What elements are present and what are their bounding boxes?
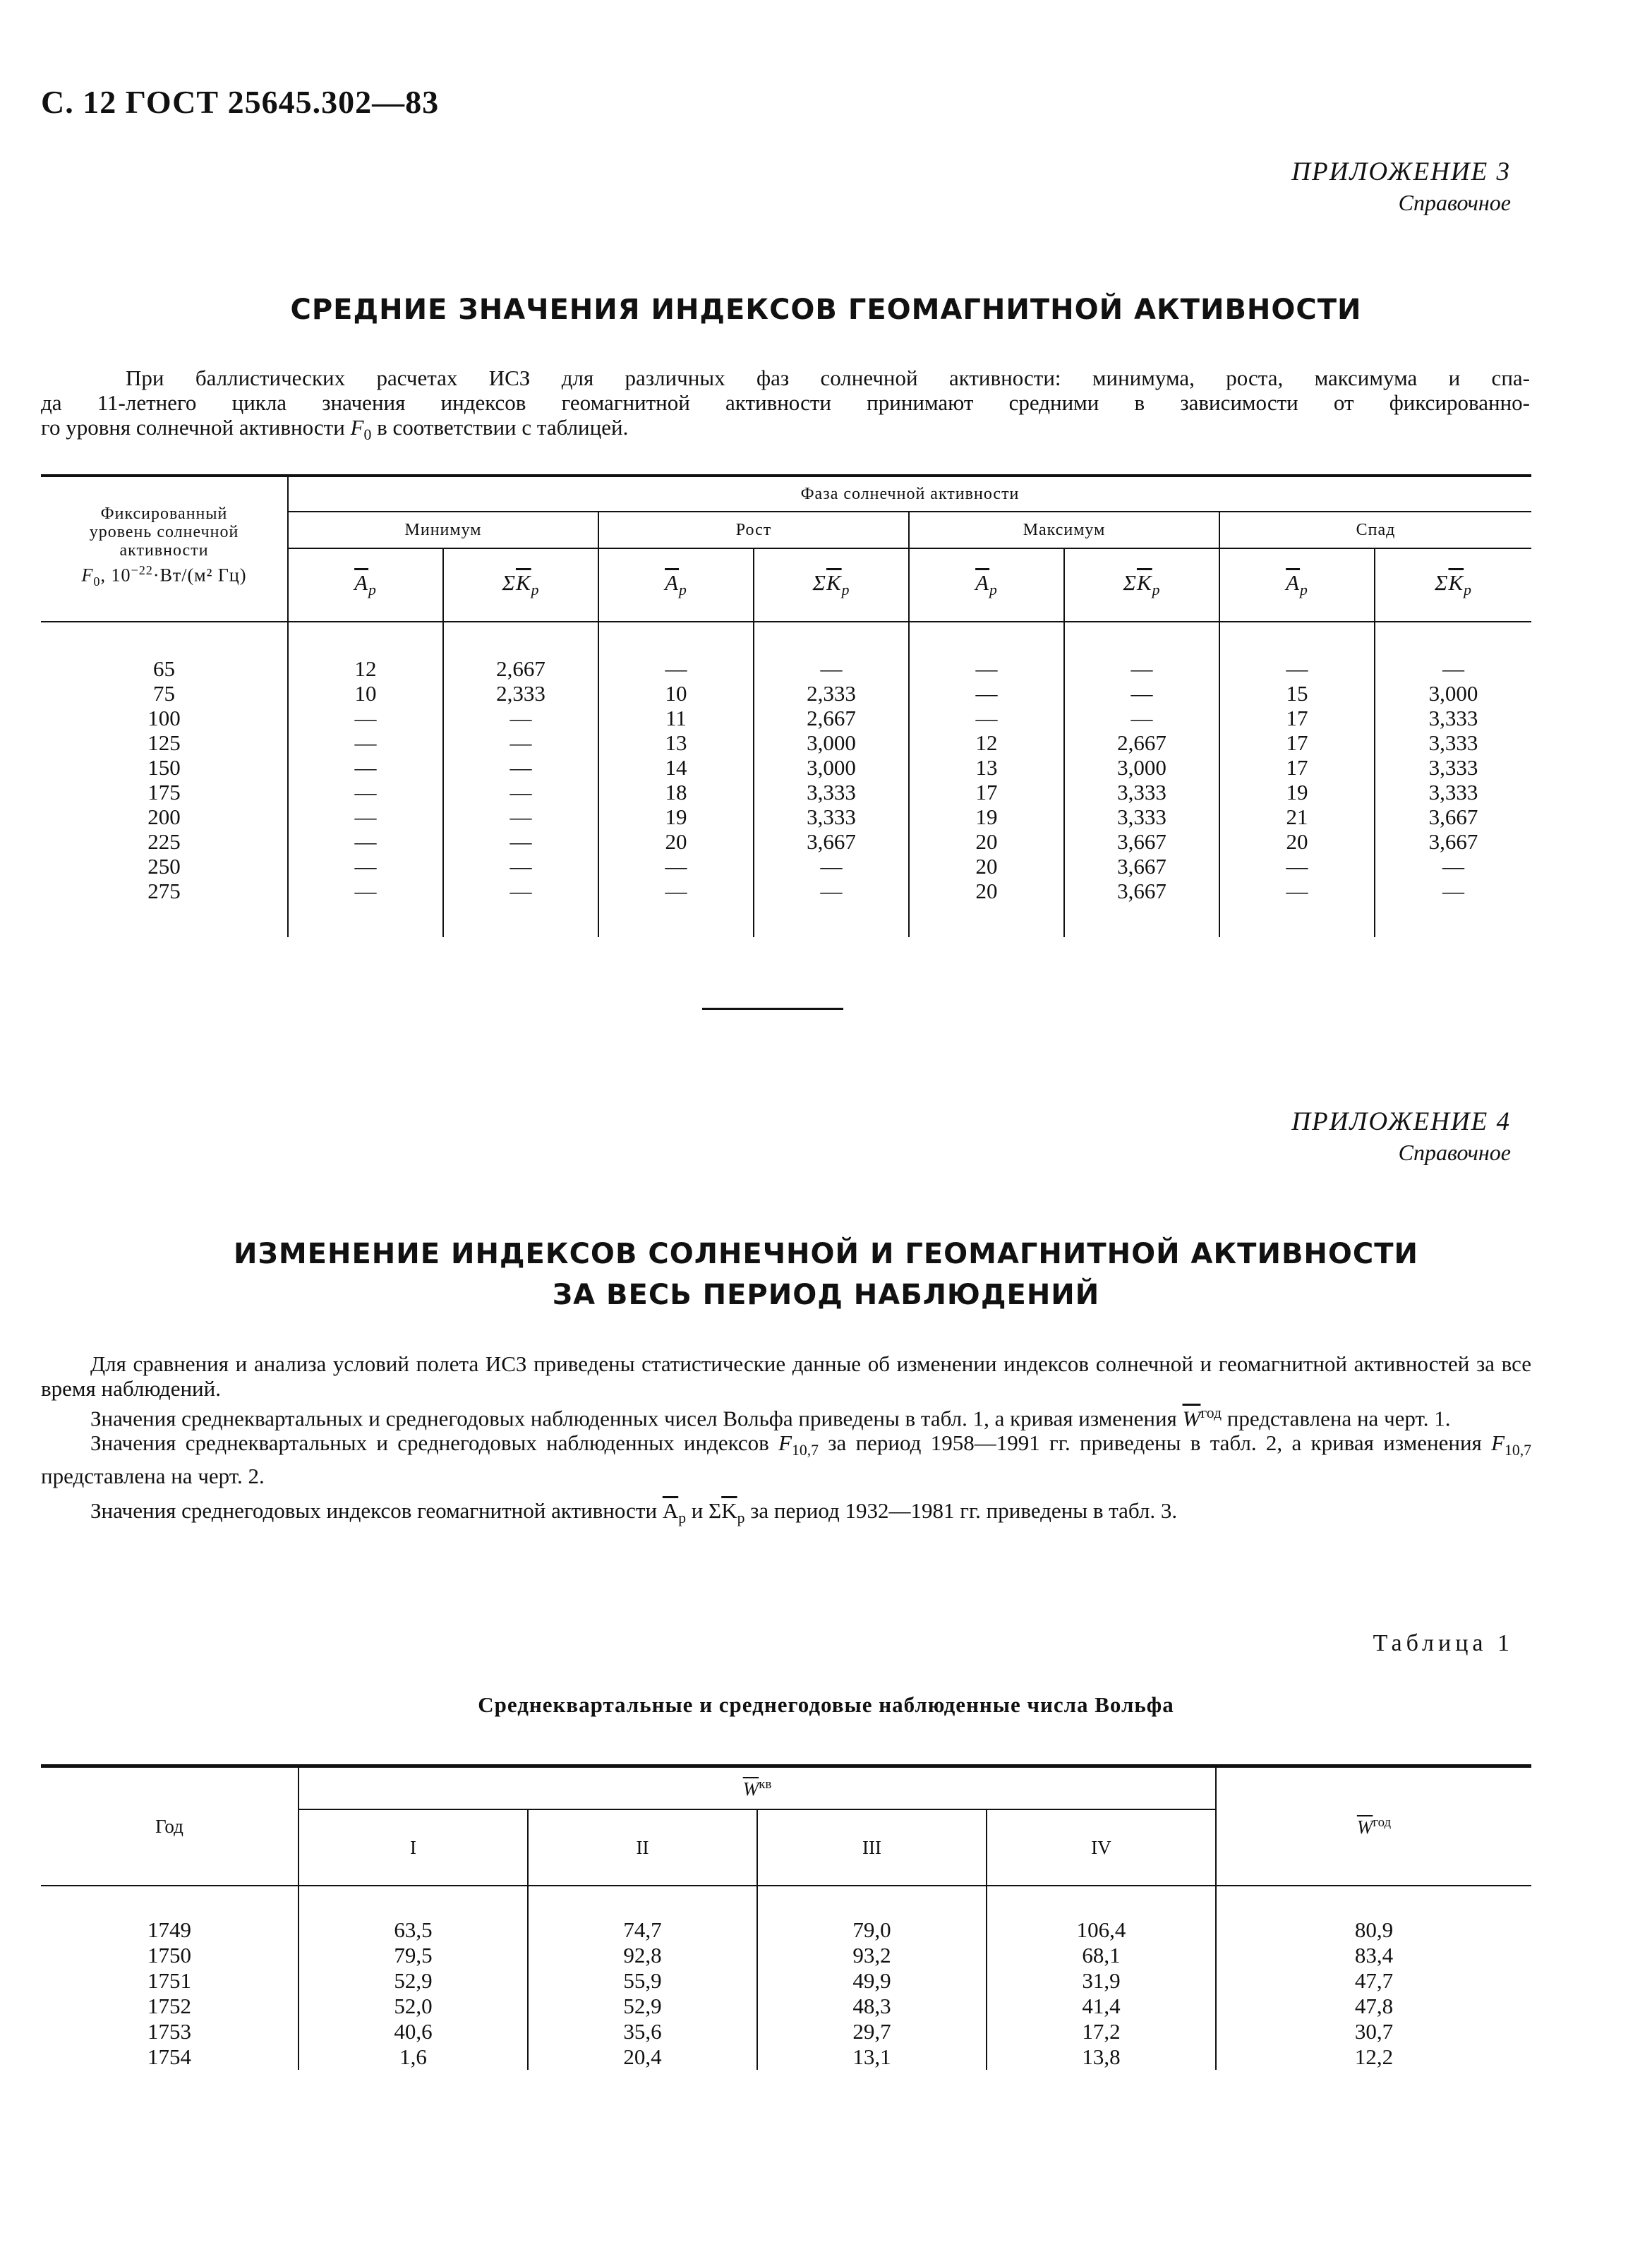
decline-ap-header (1219, 548, 1375, 622)
ap-cell: — (909, 681, 1064, 706)
kp-cell: 3,333 (754, 804, 909, 829)
kp-cell: — (443, 706, 598, 730)
appendix4-title: ПРИЛОЖЕНИЕ 4 (1291, 1107, 1511, 1136)
kp-cell: 2,333 (754, 681, 909, 706)
appendix4-para2 (41, 1401, 1531, 1430)
ap-cell: 15 (1219, 681, 1375, 706)
kp-cell: 3,333 (1375, 730, 1531, 755)
f107-subscript: 10,7 (1505, 1442, 1531, 1459)
table-row (41, 656, 1531, 681)
table-row (41, 829, 1531, 854)
quarter-1-cell: 79,5 (299, 1943, 528, 1968)
ap-cell: 18 (598, 780, 754, 804)
maximum-ap-header (909, 548, 1064, 622)
ap-cell: 10 (598, 681, 754, 706)
kp-symbol: $\overline{K}$ (1136, 570, 1152, 596)
kp-cell: 2,667 (443, 656, 598, 681)
quarter-4-cell: 68,1 (987, 1943, 1216, 1968)
appendix3-label (1291, 157, 1511, 216)
annual-cell: 83,4 (1216, 1943, 1531, 1968)
table-row-padding (41, 903, 1531, 937)
phase-decline-header: Спад (1219, 512, 1531, 548)
ap-cell: — (288, 730, 443, 755)
fixed-level-cell: 225 (147, 829, 181, 854)
year-cell: 1754 (147, 2044, 191, 2069)
kp-cell: — (443, 780, 598, 804)
para4-text: Значения среднегодовых индексов геомагнитной активности (90, 1497, 663, 1523)
table-row (41, 1943, 1531, 1968)
appendix4-para3 (41, 1430, 1531, 1488)
kp-cell: — (443, 804, 598, 829)
appendix3-para-line2: да 11-летнего цикла значения индексов геомагнитной активности принимают средними в зависимости от фиксированно- (41, 390, 1530, 415)
annual-cell: 12,2 (1216, 2044, 1531, 2070)
fixed-level-cell: 75 (153, 681, 175, 706)
quarter-4-cell: 106,4 (987, 1917, 1216, 1943)
quarter-2-cell: 52,9 (528, 1994, 757, 2019)
annual-cell: 80,9 (1216, 1917, 1531, 1943)
ap-cell: 20 (598, 829, 754, 854)
kp-cell: — (1064, 656, 1219, 681)
ap-cell: 13 (909, 755, 1064, 780)
table-row (41, 804, 1531, 829)
table-row (41, 2019, 1531, 2044)
kp-cell: 3,333 (1375, 706, 1531, 730)
wolf-numbers-table (41, 1764, 1531, 2070)
quarter-1-cell: 63,5 (299, 1917, 528, 1943)
quarter-1-cell: 40,6 (299, 2019, 528, 2044)
para3-end: представлена на черт. 2. (41, 1463, 265, 1488)
ap-cell: — (288, 706, 443, 730)
ap-cell: — (288, 829, 443, 854)
kp-cell: — (443, 829, 598, 854)
f107-subscript: 10,7 (792, 1442, 819, 1459)
ap-cell: 20 (909, 829, 1064, 854)
ap-cell: — (1219, 879, 1375, 903)
para3-mid: за период 1958—1991 гг. приведены в табл. 2, а кривая изменения (818, 1430, 1492, 1456)
kp-cell: 3,000 (754, 730, 909, 755)
fixed-level-header (41, 476, 288, 622)
year-header: Год (41, 1766, 299, 1886)
para4-end: за период 1932—1981 гг. приведены в табл. 3. (744, 1497, 1178, 1523)
year-cell: 1750 (147, 1943, 191, 1967)
ap-symbol: $\overline{A}$ (354, 570, 369, 596)
quarter-2-cell: 92,8 (528, 1943, 757, 1968)
quarter-1-cell: 52,0 (299, 1994, 528, 2019)
table-row (41, 1917, 1531, 1943)
quarter-3-cell: 79,0 (757, 1917, 987, 1943)
kp-cell: 3,333 (1375, 780, 1531, 804)
unit-f-symbol: F (81, 565, 94, 586)
table-row (41, 879, 1531, 903)
appendix4-subtitle: Справочное (1398, 1140, 1511, 1165)
kp-cell: 3,667 (1375, 804, 1531, 829)
kp-subscript: p (841, 581, 850, 599)
quarter-3-cell: 48,3 (757, 1994, 987, 2019)
quarter-3-header: III (757, 1809, 987, 1886)
fixed-level-cell: 150 (147, 755, 181, 780)
ap-cell: 13 (598, 730, 754, 755)
appendix3-subtitle: Справочное (1398, 190, 1511, 215)
year-cell: 1753 (147, 2019, 191, 2044)
appendix3-para-line3-text: го уровня солнечной активности (41, 415, 351, 440)
para4-and: и (686, 1497, 709, 1523)
quarter-3-cell: 13,1 (757, 2044, 987, 2070)
ap-subscript: p (678, 1509, 687, 1526)
ap-cell: — (909, 706, 1064, 730)
quarter-3-cell: 29,7 (757, 2019, 987, 2044)
kp-cell: — (754, 854, 909, 879)
f0-symbol: F (350, 415, 364, 440)
kp-cell: 3,000 (1064, 755, 1219, 780)
kp-subscript: p (1152, 581, 1161, 599)
ap-cell: 17 (1219, 755, 1375, 780)
appendix3-paragraph (41, 366, 1530, 447)
ap-cell: — (909, 656, 1064, 681)
fixed-level-cell: 65 (153, 656, 175, 681)
phase-group-header: Фаза солнечной активности (288, 476, 1531, 512)
ap-cell: — (598, 879, 754, 903)
kp-cell: — (1375, 879, 1531, 903)
table-caption: Среднеквартальные и среднегодовые наблюденные числа Вольфа (478, 1692, 1174, 1717)
table-row (41, 854, 1531, 879)
kp-cell: — (443, 854, 598, 879)
kp-cell: 3,333 (1375, 755, 1531, 780)
table-row (41, 730, 1531, 755)
ap-cell: — (288, 854, 443, 879)
kp-cell: — (754, 879, 909, 903)
kp-sigma: Σ (1435, 570, 1449, 596)
kp-cell: 3,333 (754, 780, 909, 804)
ap-cell: 17 (1219, 730, 1375, 755)
ap-subscript: p (1300, 581, 1308, 599)
quarter-4-header: IV (987, 1809, 1216, 1886)
appendix3-title: ПРИЛОЖЕНИЕ 3 (1291, 157, 1511, 186)
ap-cell: 19 (598, 804, 754, 829)
kp-cell: 3,000 (1375, 681, 1531, 706)
appendix4-para4 (41, 1498, 1531, 1531)
fixed-level-cell: 100 (147, 706, 181, 730)
quarter-3-cell: 93,2 (757, 1943, 987, 1968)
maximum-kp-header (1064, 548, 1219, 622)
para2-text: Значения среднеквартальных и среднегодовых наблюденных чисел Вольфа приведены в табл. 1, а кривая изменения (90, 1406, 1183, 1431)
para3-text: Значения среднеквартальных и среднегодовых наблюденных индексов (90, 1430, 779, 1456)
fixed-level-cell: 275 (147, 879, 181, 903)
kp-cell: — (1064, 706, 1219, 730)
quarter-4-cell: 31,9 (987, 1968, 1216, 1994)
fixed-level-header-line3: активности (119, 541, 209, 560)
ap-cell: — (288, 780, 443, 804)
appendix3-heading: СРЕДНИЕ ЗНАЧЕНИЯ ИНДЕКСОВ ГЕОМАГНИТНОЙ АКТИВНОСТИ (290, 294, 1362, 326)
quarter-4-cell: 41,4 (987, 1994, 1216, 2019)
ap-cell: — (288, 755, 443, 780)
kp-cell: 3,667 (1064, 829, 1219, 854)
fixed-level-header-line1: Фиксированный (100, 504, 228, 523)
w-superscript: год (1373, 1814, 1392, 1830)
kp-cell: 3,667 (1064, 879, 1219, 903)
kp-cell: — (443, 755, 598, 780)
appendix3-para-line3-end: в соответствии с таблицей. (371, 415, 629, 440)
appendix3-para-line3 (41, 415, 1530, 447)
ap-cell: 20 (909, 854, 1064, 879)
unit-power-base: , 10 (100, 565, 131, 586)
kp-cell: 3,333 (1064, 804, 1219, 829)
phase-growth-header: Рост (598, 512, 909, 548)
appendix4-heading-line2: ЗА ВЕСЬ ПЕРИОД НАБЛЮДЕНИЙ (552, 1279, 1100, 1311)
minimum-kp-header (443, 548, 598, 622)
year-cell: 1751 (147, 1968, 191, 1993)
w-symbol: $\overline{W}$ (1182, 1406, 1201, 1431)
kp-cell: 3,333 (1064, 780, 1219, 804)
ap-subscript: p (368, 581, 377, 599)
page-header: С. 12 ГОСТ 25645.302—83 (41, 84, 440, 120)
ap-cell: — (598, 656, 754, 681)
annual-header (1216, 1766, 1531, 1886)
kp-cell: 3,667 (1064, 854, 1219, 879)
ap-cell: 20 (1219, 829, 1375, 854)
f0-subscript: 0 (363, 426, 372, 444)
kp-cell: — (1064, 681, 1219, 706)
fixed-level-header-line2: уровень солнечной (89, 522, 239, 541)
para2-end: представлена на черт. 1. (1222, 1406, 1451, 1431)
table-row (41, 780, 1531, 804)
ap-cell: 11 (598, 706, 754, 730)
kp-symbol: $\overline{K}$ (826, 570, 842, 596)
ap-cell: — (598, 854, 754, 879)
ap-cell: — (1219, 854, 1375, 879)
kp-cell: 3,667 (754, 829, 909, 854)
ap-cell: 14 (598, 755, 754, 780)
phase-maximum-header: Максимум (909, 512, 1219, 548)
fixed-level-cell: 175 (147, 780, 181, 804)
appendix4-para1: Для сравнения и анализа условий полета ИСЗ приведены статистические данные об изменении индексов солнечной и геомагнитной активностей за все время наблюдений. (41, 1351, 1531, 1401)
kp-cell: — (1375, 656, 1531, 681)
kp-cell: 2,667 (1064, 730, 1219, 755)
quarter-2-cell: 55,9 (528, 1968, 757, 1994)
fixed-level-cell: 250 (147, 854, 181, 879)
ap-subscript: p (989, 581, 998, 599)
kp-subscript: p (1464, 581, 1472, 599)
section-separator (702, 1008, 843, 1010)
f107-symbol: F (778, 1430, 792, 1456)
table-row (41, 681, 1531, 706)
fixed-level-cell: 200 (147, 804, 181, 829)
unit-suffix: ·Вт/(м² Гц) (152, 565, 247, 586)
kp-sigma: Σ (709, 1497, 722, 1523)
kp-subscript: p (531, 581, 540, 599)
kp-subscript: p (737, 1509, 745, 1526)
kp-cell: 2,333 (443, 681, 598, 706)
ap-symbol: $\overline{A}$ (665, 570, 680, 596)
quarter-4-cell: 17,2 (987, 2019, 1216, 2044)
ap-cell: 17 (909, 780, 1064, 804)
ap-cell: — (288, 804, 443, 829)
table-row (41, 755, 1531, 780)
fixed-level-unit (42, 561, 287, 591)
growth-ap-header (598, 548, 754, 622)
quarter-4-cell: 13,8 (987, 2044, 1216, 2070)
quarter-2-header: II (528, 1809, 757, 1886)
appendix4-heading-line1: ИЗМЕНЕНИЕ ИНДЕКСОВ СОЛНЕЧНОЙ И ГЕОМАГНИТНОЙ АКТИВНОСТИ (233, 1238, 1419, 1270)
ap-cell: 12 (288, 656, 443, 681)
f107-symbol: F (1491, 1430, 1505, 1456)
ap-cell: 12 (909, 730, 1064, 755)
unit-power-exponent: −22 (131, 562, 153, 577)
ap-cell: 19 (1219, 780, 1375, 804)
w-symbol: $\overline{W}$ (1356, 1816, 1373, 1838)
annual-cell: 47,7 (1216, 1968, 1531, 1994)
annual-cell: 47,8 (1216, 1994, 1531, 2019)
w-superscript: кв (759, 1776, 772, 1792)
kp-sigma: Σ (812, 570, 826, 596)
quarter-3-cell: 49,9 (757, 1968, 987, 1994)
appendix3-para-line1: При баллистических расчетах ИСЗ для различных фаз солнечной активности: минимума, роста, максимума и спа- (126, 366, 1530, 390)
kp-cell: — (754, 656, 909, 681)
ap-cell: 10 (288, 681, 443, 706)
minimum-ap-header (288, 548, 443, 622)
annual-cell: 30,7 (1216, 2019, 1531, 2044)
kp-cell: — (1375, 854, 1531, 879)
ap-cell: 17 (1219, 706, 1375, 730)
quarter-1-cell: 1,6 (299, 2044, 528, 2070)
ap-symbol: $\overline{A}$ (662, 1497, 679, 1523)
ap-symbol: $\overline{A}$ (1286, 570, 1301, 596)
growth-kp-header (754, 548, 909, 622)
quarter-2-cell: 74,7 (528, 1917, 757, 1943)
kp-cell: 3,667 (1375, 829, 1531, 854)
w-superscript: год (1200, 1404, 1222, 1421)
kp-sigma: Σ (1123, 570, 1137, 596)
table-row (41, 706, 1531, 730)
kp-symbol: $\overline{K}$ (721, 1497, 737, 1523)
kp-cell: 2,667 (754, 706, 909, 730)
ap-symbol: $\overline{A}$ (975, 570, 990, 596)
quarterly-header (299, 1766, 1216, 1810)
appendix4-text (41, 1351, 1531, 1531)
geomagnetic-index-table (41, 474, 1531, 937)
quarter-2-cell: 20,4 (528, 2044, 757, 2070)
quarter-1-header: I (299, 1809, 528, 1886)
kp-symbol: $\overline{K}$ (1448, 570, 1464, 596)
year-cell: 1752 (147, 1994, 191, 2018)
kp-cell: 3,000 (754, 755, 909, 780)
year-cell: 1749 (147, 1917, 191, 1942)
ap-cell: — (288, 879, 443, 903)
appendix4-heading (0, 1234, 1652, 1315)
quarter-2-cell: 35,6 (528, 2019, 757, 2044)
kp-symbol: $\overline{K}$ (515, 570, 531, 596)
ap-cell: 20 (909, 879, 1064, 903)
quarter-1-cell: 52,9 (299, 1968, 528, 1994)
ap-cell: — (1219, 656, 1375, 681)
kp-cell: — (443, 879, 598, 903)
table-row (41, 1994, 1531, 2019)
ap-subscript: p (679, 581, 687, 599)
unit-f-subscript: 0 (93, 574, 101, 589)
ap-cell: 21 (1219, 804, 1375, 829)
ap-cell: 19 (909, 804, 1064, 829)
decline-kp-header (1375, 548, 1531, 622)
table-number: Таблица 1 (1373, 1630, 1514, 1656)
kp-sigma: Σ (502, 570, 516, 596)
w-symbol: $\overline{W}$ (742, 1778, 759, 1800)
table-row (41, 2044, 1531, 2070)
geomagnetic-index-table-body (41, 622, 1531, 937)
phase-minimum-header: Минимум (288, 512, 598, 548)
fixed-level-cell: 125 (147, 730, 181, 755)
table-row (41, 1968, 1531, 1994)
wolf-numbers-table-body (41, 1886, 1531, 2070)
appendix4-label (1291, 1107, 1511, 1166)
kp-cell: — (443, 730, 598, 755)
